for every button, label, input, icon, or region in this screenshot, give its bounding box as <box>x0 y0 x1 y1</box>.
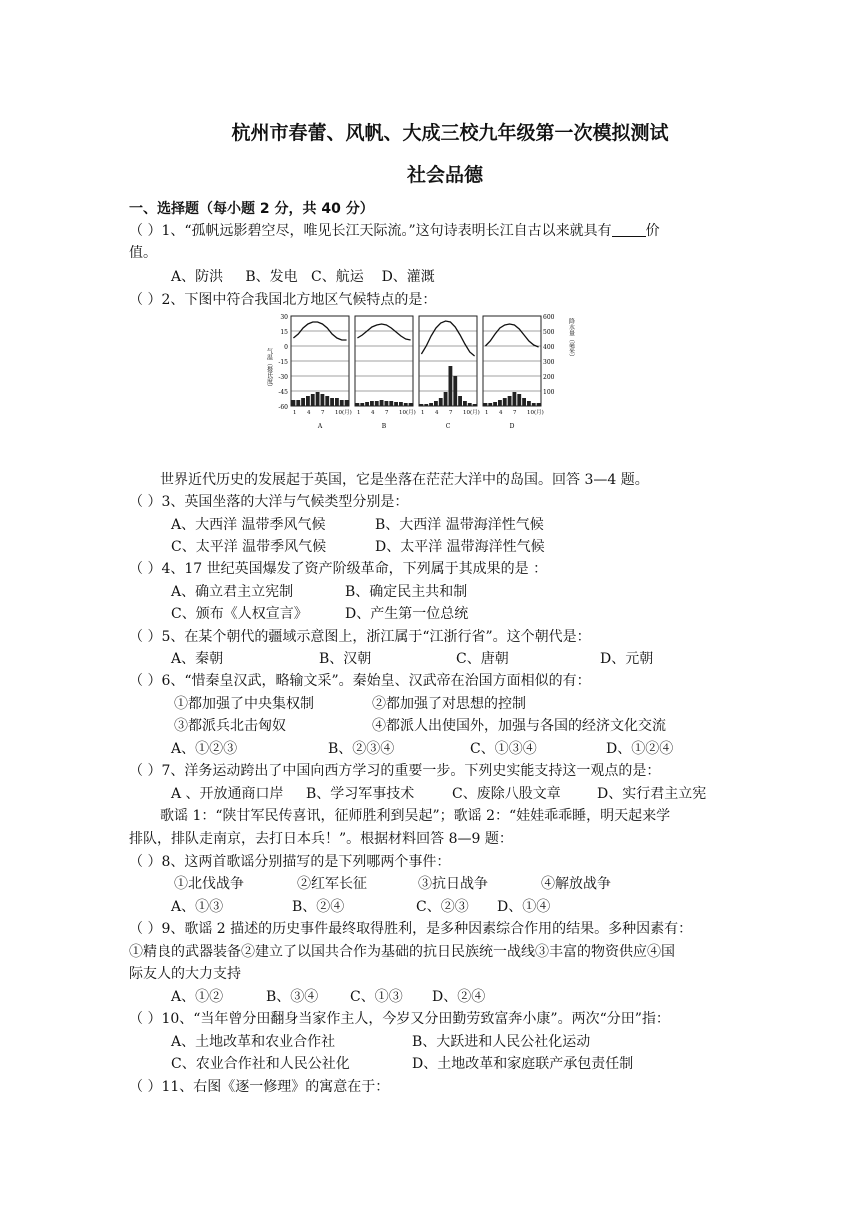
option: B、③④ <box>266 989 319 1005</box>
panel-label: C <box>445 423 451 430</box>
precipitation-bar <box>473 404 477 406</box>
precipitation-bar <box>484 403 488 406</box>
option: C、废除八股文章 <box>452 786 561 802</box>
precipitation-bar <box>301 398 305 406</box>
x-tick-label: 10(月) <box>399 410 416 416</box>
precipitation-bar <box>498 400 502 406</box>
answer-blank <box>612 222 646 237</box>
page-subtitle: 社会品德 <box>406 164 483 186</box>
svg-text:400: 400 <box>543 344 555 351</box>
precipitation-bar <box>385 401 389 406</box>
precipitation-bar <box>365 402 369 406</box>
question-4: （ ）4、17 世纪英国爆发了资产阶级革命，下列属于其成果的是 ： <box>129 561 548 577</box>
statement: ①北伐战争 <box>174 876 244 892</box>
x-tick-label: 7 <box>513 410 517 416</box>
precipitation-bar <box>356 403 360 406</box>
option: D、①④ <box>497 899 551 915</box>
y-right-ticks <box>543 314 555 396</box>
question-9: （ ）9、歌谣 2 描述的历史事件最终取得胜利，是多种因素综合作用的结果。多种因素有： <box>129 921 693 937</box>
statement: ②红军长征 <box>297 876 367 892</box>
section-heading: 一、选择题（每小题 2 分，共 40 分） <box>129 201 374 217</box>
precipitation-bar <box>325 396 329 406</box>
option: C、②③ <box>416 899 469 915</box>
precipitation-bar <box>439 398 443 406</box>
precipitation-bar <box>370 401 374 406</box>
option: D、太平洋 温带海洋性气候 <box>375 539 545 555</box>
statement: ③都派兵北击匈奴 <box>174 718 286 734</box>
svg-text:30: 30 <box>280 314 288 321</box>
precipitation-bar <box>517 394 521 406</box>
precipitation-bar <box>394 402 398 406</box>
question-1: （ ）1、“孤帆远影碧空尽，唯见长江天际流。”这句诗表明长江自古以来就具有 价 <box>129 223 660 239</box>
precipitation-bar <box>340 400 344 406</box>
x-tick-label: 7 <box>321 410 325 416</box>
option: A、①③ <box>171 899 224 915</box>
question-6: （ ）6、“惜秦皇汉武，略输文采”。秦始皇、汉武帝在治国方面相似的有： <box>129 673 591 689</box>
option: B、②④ <box>292 899 345 915</box>
question-8: （ ）8、这两首歌谣分别描写的是下列哪两个事件： <box>129 854 451 870</box>
statement: ②都加强了对思想的控制 <box>372 696 526 712</box>
option: D、元朝 <box>600 651 654 667</box>
svg-text:-45: -45 <box>278 389 288 396</box>
precipitation-bar <box>429 403 433 406</box>
panel-label: A <box>317 423 323 430</box>
option: D、产生第一位总统 <box>345 606 469 622</box>
question-2: （ ）2、下图中符合我国北方地区气候特点的是： <box>129 292 437 308</box>
x-tick-label: 10(月) <box>463 410 480 416</box>
option: D、①②④ <box>606 741 674 757</box>
option: A、①②③ <box>171 741 238 757</box>
precipitation-bar <box>404 403 408 406</box>
precipitation-bar <box>488 403 492 406</box>
precipitation-bar <box>463 401 467 406</box>
intro-3-4: 世界近代历史的发展起于英国，它是坐落在茫茫大洋中的岛国。回答 3—4 题。 <box>160 472 649 488</box>
statement: ①都加强了中央集权制 <box>174 696 314 712</box>
option: B、大跃进和人民公社化运动 <box>412 1034 591 1050</box>
precipitation-bar <box>409 403 413 406</box>
question-9-line3: 际友人的大力支持 <box>129 966 241 982</box>
precipitation-bar <box>537 403 541 406</box>
option: B、确定民主共和制 <box>345 584 468 600</box>
x-tick-label: 4 <box>499 410 503 416</box>
precipitation-bar <box>449 366 453 406</box>
svg-text:-30: -30 <box>278 374 288 381</box>
option: B、学习军事技术 <box>306 786 415 802</box>
precipitation-bar <box>434 401 438 406</box>
svg-text:200: 200 <box>543 374 555 381</box>
svg-text:-60: -60 <box>278 404 288 411</box>
option: A、土地改革和农业合作社 <box>171 1034 336 1050</box>
intro-8-9-line1: 歌谣 1：“陕甘军民传喜讯，征师胜利到吴起”；歌谣 2：“娃娃乖乖睡，明天起来学 <box>160 808 671 824</box>
option: A、①② <box>171 989 224 1005</box>
x-tick-label: 4 <box>371 410 375 416</box>
option: C、太平洋 温带季风气候 <box>171 539 327 555</box>
panel-label: B <box>381 423 387 430</box>
x-tick-label: 10(月) <box>335 410 352 416</box>
svg-text:500: 500 <box>543 329 555 336</box>
option: A、秦朝 <box>171 651 224 667</box>
question-7: （ ）7、洋务运动跨出了中国向西方学习的重要一步。下列史实能支持这一观点的是： <box>129 763 661 779</box>
precipitation-bar <box>424 404 428 406</box>
precipitation-bar <box>321 394 325 406</box>
svg-text:15: 15 <box>280 329 288 336</box>
precipitation-bar <box>335 398 339 406</box>
question-9-line2: ①精良的武器装备②建立了以国共合作为基础的抗日民族统一战线③丰富的物资供应④国 <box>129 944 675 960</box>
precipitation-bar <box>513 392 517 406</box>
precipitation-bar <box>468 403 472 406</box>
page-title: 杭州市春蕾、风帆、大成三校九年级第一次模拟测试 <box>231 122 669 144</box>
question-1-cont: 值。 <box>129 245 157 261</box>
precipitation-bar <box>399 402 403 406</box>
precipitation-bar <box>458 396 462 406</box>
statement: ③抗日战争 <box>418 876 488 892</box>
svg-text:600: 600 <box>543 314 555 321</box>
y-right-label: 降水量（毫米） <box>567 318 575 360</box>
option: B、②③④ <box>328 741 395 757</box>
precipitation-bar <box>330 398 334 406</box>
svg-text:0: 0 <box>284 344 288 351</box>
precipitation-bar <box>508 396 512 406</box>
precipitation-bar <box>360 403 364 406</box>
intro-8-9-line2: 排队，排队走南京，去打日本兵！”。根据材料回答 8—9 题： <box>129 831 513 847</box>
precipitation-bar <box>503 398 507 406</box>
x-tick-label: 10(月) <box>527 410 544 416</box>
option: C、农业合作社和人民公社化 <box>171 1056 350 1072</box>
option: C、①③④ <box>470 741 537 757</box>
option: A 、开放通商口岸 <box>171 786 284 802</box>
x-tick-label: 7 <box>449 410 453 416</box>
precipitation-bar <box>311 394 315 406</box>
precipitation-bar <box>453 376 457 406</box>
x-tick-label: 7 <box>385 410 389 416</box>
precipitation-bar <box>389 401 393 406</box>
question-1-options: A、防洪 B、发电 C、航运 D、灌溉 <box>171 269 435 285</box>
panel-label: D <box>509 423 515 430</box>
precipitation-bar <box>444 392 448 406</box>
precipitation-bar <box>306 396 310 406</box>
svg-text:300: 300 <box>543 359 555 366</box>
precipitation-bar <box>296 400 300 406</box>
svg-text:100: 100 <box>543 389 555 396</box>
x-tick-label: 4 <box>435 410 439 416</box>
option: B、汉朝 <box>319 651 372 667</box>
precipitation-bar <box>345 400 349 406</box>
precipitation-bar <box>493 402 497 406</box>
option: D、②④ <box>432 989 486 1005</box>
precipitation-bar <box>522 398 526 406</box>
option: C、颁布《人权宣言》 <box>171 606 308 622</box>
option: D、土地改革和家庭联产承包责任制 <box>412 1056 634 1072</box>
y-left-ticks <box>278 314 288 411</box>
precipitation-bar <box>420 404 424 406</box>
statement: ④解放战争 <box>541 876 611 892</box>
option: C、唐朝 <box>456 651 509 667</box>
option: B、大西洋 温带海洋性气候 <box>375 517 544 533</box>
statement: ④都派人出使国外，加强与各国的经济文化交流 <box>372 718 666 734</box>
option: D、实行君主立宪 <box>597 786 707 802</box>
option: A、大西洋 温带季风气候 <box>171 517 326 533</box>
option: C、①③ <box>350 989 403 1005</box>
question-11: （ ）11、右图《逐一修理》的寓意在于： <box>129 1079 390 1095</box>
x-tick-label: 1 <box>485 410 489 416</box>
svg-text:-15: -15 <box>278 359 288 366</box>
x-tick-label: 1 <box>357 410 361 416</box>
precipitation-bar <box>375 401 379 406</box>
question-5: （ ）5、在某个朝代的疆域示意图上，浙江属于“江浙行省”。这个朝代是： <box>129 629 591 645</box>
option: A、确立君主立宪制 <box>171 584 294 600</box>
question-10: （ ）10、“当年曾分田翻身当家作主人，今岁又分田勤劳致富奔小康”。两次“分田”指： <box>129 1011 670 1027</box>
question-3: （ ）3、英国坐落的大洋与气候类型分别是： <box>129 494 409 510</box>
precipitation-bar <box>380 400 384 406</box>
x-tick-label: 1 <box>421 410 425 416</box>
precipitation-bar <box>316 392 320 406</box>
x-tick-label: 1 <box>293 410 297 416</box>
precipitation-bar <box>527 401 531 406</box>
precipitation-bar <box>532 403 536 406</box>
x-tick-label: 4 <box>307 410 311 416</box>
precipitation-bar <box>292 400 296 406</box>
climate-charts <box>255 308 585 438</box>
y-left-label: 气温（摄氏度） <box>265 348 273 390</box>
